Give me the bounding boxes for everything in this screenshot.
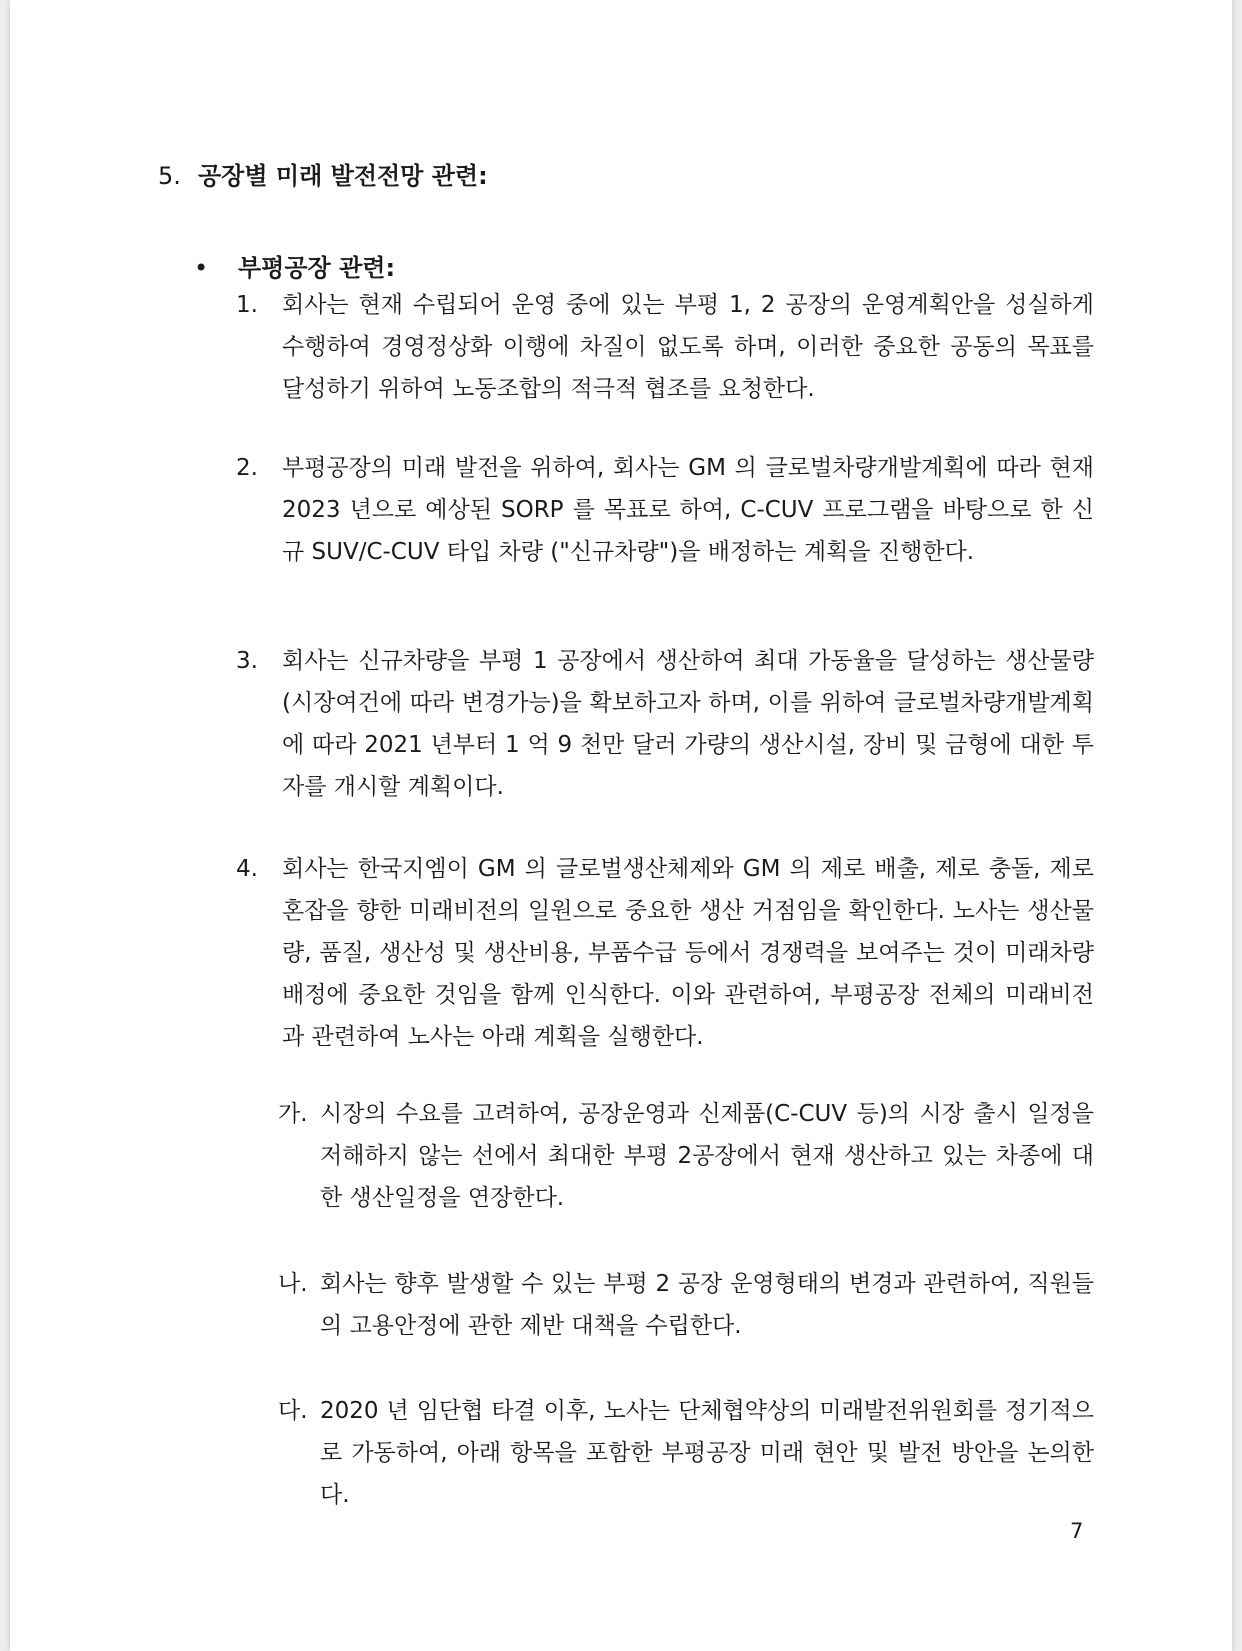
section-heading [158,154,488,198]
list-item-text: 부평공장의 미래 발전을 위하여, 회사는 GM 의 글로벌차량개발계획에 따라 현재 2023 년으로 예상된 SORP 를 목표로 하여, C-CUV 프로그램을 바탕으로 한 신규 SUV/C-CUV 타입 차량 ("신규차량")을 배정하는 계획을 진행한다. [282,455,1094,565]
section-number: 5. [158,162,181,190]
page-number: 7 [1070,1519,1084,1543]
list-item-3 [236,640,1094,808]
bullet-icon: • [194,254,209,282]
list-item-marker: 2. [236,455,258,481]
sub-list-item-text: 2020 년 임단협 타결 이후, 노사는 단체협약상의 미래발전위원회를 정기적으로 가동하여, 아래 항목을 포함한 부평공장 미래 현안 및 발전 방안을 논의한다. [320,1398,1094,1508]
section-title: 공장별 미래 발전전망 관련: [198,162,488,190]
subsection-title: 부평공장 관련: [238,254,396,282]
list-item-marker: 1. [236,292,258,318]
sub-list-item-na [278,1263,1094,1347]
sub-list-item-marker: 다. [278,1398,308,1424]
sub-list-item-text: 회사는 향후 발생할 수 있는 부평 2 공장 운영형태의 변경과 관련하여, 직원들의 고용안정에 관한 제반 대책을 수립한다. [320,1271,1094,1339]
sub-list-item-da [278,1390,1094,1516]
list-item-marker: 3. [236,648,258,674]
list-item-text: 회사는 한국지엠이 GM 의 글로벌생산체제와 GM 의 제로 배출, 제로 충돌, 제로 혼잡을 향한 미래비전의 일원으로 중요한 생산 거점임을 확인한다. 노사는 생산물량, 품질, 생산성 및 생산비용, 부품수급 등에서 경쟁력을 보여주는 것이 미래차량배정에 중요한 것임을 함께 인식한다. 이와 관련하여, 부평공장 전체의 미래비전과 관련하여 노사는 아래 계획을 실행한다. [282,856,1094,1050]
list-item-2 [236,447,1094,573]
list-item-text: 회사는 신규차량을 부평 1 공장에서 생산하여 최대 가동율을 달성하는 생산물량 (시장여건에 따라 변경가능)을 확보하고자 하며, 이를 위하여 글로벌차량개발계획에 따라 2021 년부터 1 억 9 천만 달러 가량의 생산시설, 장비 및 금형에 대한 투자를 개시할 계획이다. [282,648,1094,800]
list-item-1 [236,284,1094,410]
list-item-marker: 4. [236,856,258,882]
list-item-text: 회사는 현재 수립되어 운영 중에 있는 부평 1, 2 공장의 운영계획안을 성실하게 수행하여 경영정상화 이행에 차질이 없도록 하며, 이러한 중요한 공동의 목표를 달성하기 위하여 노동조합의 적극적 협조를 요청한다. [282,292,1094,402]
sub-list-item-text: 시장의 수요를 고려하여, 공장운영과 신제품(C-CUV 등)의 시장 출시 일정을 저해하지 않는 선에서 최대한 부평 2공장에서 현재 생산하고 있는 차종에 대한 생산일정을 연장한다. [320,1101,1094,1211]
sub-list-item-marker: 가. [278,1101,308,1127]
list-item-4 [236,848,1094,1058]
document-page [10,0,1232,1651]
sub-list-item-ga [278,1093,1094,1219]
sub-list-item-marker: 나. [278,1271,308,1297]
